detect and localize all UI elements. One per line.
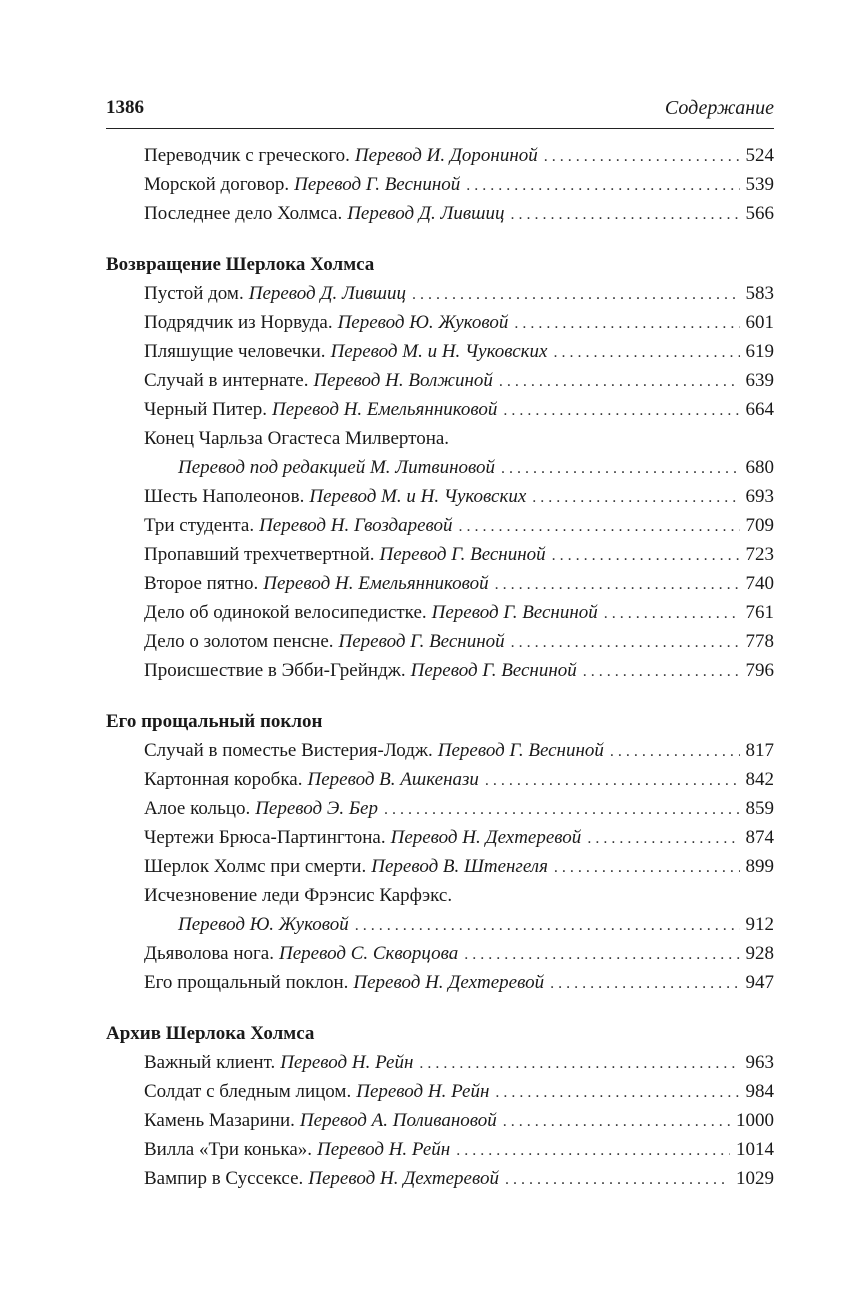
entry-translator: Перевод Г. Весниной xyxy=(410,660,577,681)
toc-entry[interactable] xyxy=(106,656,774,685)
entry-page-number: 859 xyxy=(745,798,774,819)
toc-entry[interactable] xyxy=(106,1135,774,1164)
entry-page-number: 928 xyxy=(745,943,774,964)
entry-translator: Перевод В. Ашкенази xyxy=(307,769,479,790)
toc-entry[interactable] xyxy=(106,968,774,997)
entry-page-number: 693 xyxy=(745,486,774,507)
entry-title: Второе пятно. xyxy=(144,573,259,594)
dot-leader xyxy=(503,396,739,425)
dot-leader xyxy=(464,940,739,969)
entry-page-number: 778 xyxy=(745,631,774,652)
toc-entry[interactable] xyxy=(106,910,774,939)
page-number: 1386 xyxy=(106,97,144,118)
entry-title: Дело о золотом пенсне. xyxy=(144,631,334,652)
page-header xyxy=(106,94,774,129)
entry-title: Картонная коробка. xyxy=(144,769,303,790)
entry-title: Чертежи Брюса-Партингтона. xyxy=(144,827,386,848)
entry-translator: Перевод С. Скворцова xyxy=(279,943,459,964)
toc-section xyxy=(106,707,774,997)
dot-leader xyxy=(587,824,739,853)
entry-translator: Перевод Н. Дехтеревой xyxy=(390,827,582,848)
toc-intro-group xyxy=(106,141,774,228)
toc-section xyxy=(106,1019,774,1193)
entry-title: Шесть Наполеонов. xyxy=(144,486,305,507)
dot-leader xyxy=(466,171,739,200)
entry-page-number: 680 xyxy=(745,457,774,478)
toc-entry[interactable] xyxy=(106,569,774,598)
entry-title: Шерлок Холмс при смерти. xyxy=(144,856,367,877)
entry-title: Переводчик с греческого. xyxy=(144,145,350,166)
entry-page-number: 524 xyxy=(745,145,774,166)
dot-leader xyxy=(532,483,739,512)
entry-title: Алое кольцо. xyxy=(144,798,251,819)
entry-page-number: 796 xyxy=(745,660,774,681)
entry-translator: Перевод Э. Бер xyxy=(255,798,378,819)
entry-page-number: 601 xyxy=(745,312,774,333)
entry-page-number: 619 xyxy=(745,341,774,362)
toc-entry[interactable] xyxy=(106,366,774,395)
toc-entry[interactable] xyxy=(106,1048,774,1077)
entry-page-number: 723 xyxy=(745,544,774,565)
toc-entry[interactable] xyxy=(106,337,774,366)
entry-page-number: 709 xyxy=(745,515,774,536)
entry-page-number: 874 xyxy=(745,827,774,848)
entry-page-number: 664 xyxy=(745,399,774,420)
entry-translator: Перевод И. Дорониной xyxy=(354,145,538,166)
entry-title: Солдат с бледным лицом. xyxy=(144,1081,352,1102)
entry-translator: Перевод Д. Лившиц xyxy=(248,283,406,304)
dot-leader xyxy=(485,766,740,795)
entry-title: Дьяволова нога. xyxy=(144,943,274,964)
entry-page-number: 539 xyxy=(745,174,774,195)
entry-title: Дело об одинокой велосипедистке. xyxy=(144,602,427,623)
entry-page-number: 984 xyxy=(745,1081,774,1102)
dot-leader xyxy=(510,200,739,229)
toc-entry[interactable] xyxy=(106,736,774,765)
dot-leader xyxy=(355,911,740,940)
entry-page-number: 740 xyxy=(745,573,774,594)
toc-entry[interactable] xyxy=(106,395,774,424)
entry-page-number: 639 xyxy=(745,370,774,391)
entry-translator: Перевод Н. Рейн xyxy=(280,1052,414,1073)
dot-leader xyxy=(501,454,739,483)
entry-translator: Перевод Н. Дехтеревой xyxy=(308,1168,499,1189)
entry-page-number: 583 xyxy=(745,283,774,304)
entry-translator: Перевод Н. Гвоздаревой xyxy=(259,515,453,536)
dot-leader xyxy=(604,599,740,628)
entry-title: Вилла «Три конька». xyxy=(144,1139,313,1160)
dot-leader xyxy=(554,853,740,882)
dot-leader xyxy=(459,512,740,541)
entry-translator: Перевод Г. Весниной xyxy=(431,602,598,623)
entry-translator: Перевод В. Штенгеля xyxy=(371,856,548,877)
entry-translator: Перевод Н. Волжиной xyxy=(313,370,493,391)
toc-entry-heading: Конец Чарльза Огастеса Милвертона. xyxy=(144,428,450,449)
entry-page-number: 1000 xyxy=(736,1110,774,1131)
entry-translator: Перевод А. Поливановой xyxy=(299,1110,497,1131)
entry-translator: Перевод Н. Рейн xyxy=(317,1139,451,1160)
entry-page-number: 912 xyxy=(745,914,774,935)
entry-translator: Перевод Г. Весниной xyxy=(338,631,505,652)
entry-translator: Перевод Н. Емельянниковой xyxy=(263,573,489,594)
dot-leader xyxy=(511,628,740,657)
entry-title: Случай в интернате. xyxy=(144,370,309,391)
table-of-contents xyxy=(106,141,774,1215)
entry-translator: Перевод Г. Весниной xyxy=(294,174,461,195)
entry-translator: Перевод Ю. Жуковой xyxy=(178,914,349,935)
entry-page-number: 899 xyxy=(745,856,774,877)
entry-translator: Перевод Ю. Жуковой xyxy=(337,312,509,333)
dot-leader xyxy=(554,338,740,367)
entry-page-number: 947 xyxy=(745,972,774,993)
entry-translator: Перевод Г. Весниной xyxy=(379,544,546,565)
entry-translator: Перевод М. и Н. Чуковских xyxy=(330,341,548,362)
toc-entry-heading: Исчезновение леди Фрэнсис Карфэкс. xyxy=(144,885,453,906)
entry-title: Вампир в Суссексе. xyxy=(144,1168,304,1189)
dot-leader xyxy=(495,1078,739,1107)
entry-page-number: 761 xyxy=(745,602,774,623)
toc-entry[interactable] xyxy=(106,823,774,852)
entry-title: Пляшущие человечки. xyxy=(144,341,326,362)
entry-title: Морской договор. xyxy=(144,174,290,195)
toc-entry[interactable] xyxy=(106,170,774,199)
toc-entry[interactable] xyxy=(106,1077,774,1106)
entry-page-number: 842 xyxy=(745,769,774,790)
dot-leader xyxy=(610,737,740,766)
toc-entry[interactable] xyxy=(106,540,774,569)
toc-section xyxy=(106,250,774,685)
dot-leader xyxy=(495,570,740,599)
entry-title: Его прощальный поклон. xyxy=(144,972,349,993)
dot-leader xyxy=(583,657,740,686)
dot-leader xyxy=(384,795,740,824)
toc-entry[interactable] xyxy=(106,199,774,228)
dot-leader xyxy=(499,367,740,396)
dot-leader xyxy=(412,280,740,309)
entry-title: Пустой дом. xyxy=(144,283,244,304)
toc-entry[interactable] xyxy=(106,852,774,881)
dot-leader xyxy=(552,541,740,570)
toc-entry[interactable] xyxy=(106,939,774,968)
toc-entry[interactable] xyxy=(106,1164,774,1193)
entry-title: Происшествие в Эбби-Грейндж. xyxy=(144,660,406,681)
toc-entry[interactable] xyxy=(106,482,774,511)
dot-leader xyxy=(503,1107,730,1136)
entry-translator: Перевод Н. Емельянниковой xyxy=(272,399,498,420)
entry-page-number: 963 xyxy=(745,1052,774,1073)
entry-title: Последнее дело Холмса. xyxy=(144,203,343,224)
entry-title: Камень Мазарини. xyxy=(144,1110,295,1131)
dot-leader xyxy=(505,1165,730,1194)
toc-entry[interactable] xyxy=(106,794,774,823)
toc-entry[interactable] xyxy=(106,598,774,627)
entry-title: Подрядчик из Норвуда. xyxy=(144,312,333,333)
toc-entry[interactable] xyxy=(106,1106,774,1135)
entry-title: Важный клиент. xyxy=(144,1052,276,1073)
entry-title: Черный Питер. xyxy=(144,399,268,420)
dot-leader xyxy=(550,969,739,998)
entry-title: Пропавший трехчетвертной. xyxy=(144,544,375,565)
entry-page-number: 566 xyxy=(745,203,774,224)
toc-entry[interactable] xyxy=(106,511,774,540)
entry-translator: Перевод Н. Дехтеревой xyxy=(353,972,545,993)
toc-entry[interactable] xyxy=(106,308,774,337)
toc-entry[interactable] xyxy=(106,141,774,170)
toc-entry[interactable] xyxy=(106,765,774,794)
running-title: Содержание xyxy=(664,97,774,119)
entry-page-number: 1029 xyxy=(736,1168,774,1189)
entry-translator: Перевод Г. Весниной xyxy=(437,740,604,761)
entry-page-number: 817 xyxy=(745,740,774,761)
entry-translator: Перевод Д. Лившиц xyxy=(347,203,505,224)
entry-translator: Перевод под редакцией М. Литвиновой xyxy=(178,457,496,478)
dot-leader xyxy=(456,1136,730,1165)
toc-entry[interactable] xyxy=(106,279,774,308)
section-title: Возвращение Шерлока Холмса xyxy=(106,254,375,275)
entry-title: Случай в поместье Вистерия-Лодж. xyxy=(144,740,433,761)
entry-translator: Перевод М. и Н. Чуковских xyxy=(309,486,527,507)
entry-page-number: 1014 xyxy=(736,1139,774,1160)
dot-leader xyxy=(514,309,739,338)
entry-translator: Перевод Н. Рейн xyxy=(356,1081,490,1102)
toc-entry[interactable] xyxy=(106,627,774,656)
section-title: Архив Шерлока Холмса xyxy=(106,1023,315,1044)
section-title: Его прощальный поклон xyxy=(106,711,323,732)
toc-entry[interactable] xyxy=(106,453,774,482)
entry-title: Три студента. xyxy=(144,515,255,536)
dot-leader xyxy=(419,1049,739,1078)
dot-leader xyxy=(544,142,740,171)
